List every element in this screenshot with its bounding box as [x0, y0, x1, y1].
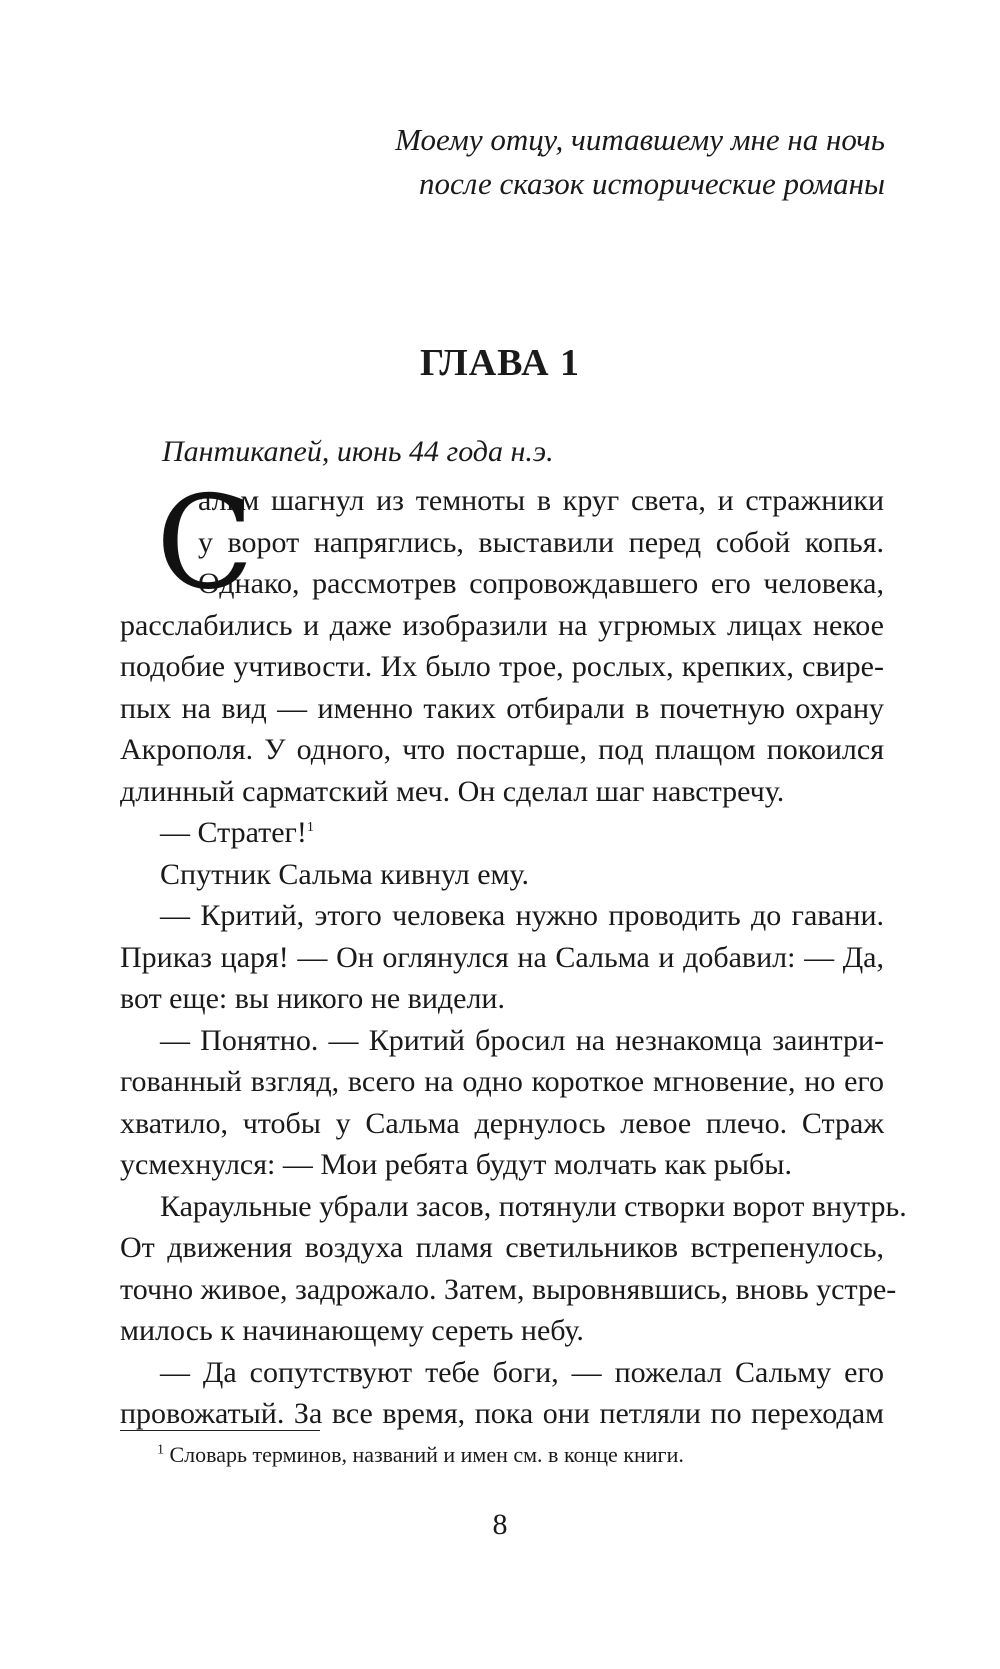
page-number: 8 — [492, 1508, 508, 1541]
drop-cap: С — [156, 469, 254, 618]
chapter-title: ГЛАВА 1 — [419, 342, 581, 384]
body-line: — Да сопутствуют тебе боги, — пожелал Сальму его — [160, 1355, 884, 1389]
place-date: Пантикапей, июнь 44 года н.э. — [162, 435, 554, 468]
footnote — [157, 1440, 684, 1470]
body-line: Приказ царя! — Он оглянулся на Сальма и добавил: — Да, — [120, 940, 884, 974]
body-line: Караульные убрали засов, потянули створки ворот внутрь. — [160, 1189, 907, 1223]
body-line: длинный сарматский меч. Он сделал шаг навстречу. — [120, 774, 785, 808]
body-line: усмехнулся: — Мои ребята будут молчать как рыбы. — [120, 1148, 792, 1181]
footnote-number: 1 — [157, 1442, 164, 1458]
body-line: — Критий, этого человека нужно проводить до гавани. — [160, 899, 884, 932]
body-line: расслабились и даже изобразили на угрюмых лицах некое — [120, 608, 884, 642]
body-line: точно живое, задрожало. Затем, выровнявшись, вновь устре- — [120, 1272, 897, 1306]
body-line: хватило, чтобы у Сальма дернулось левое плечо. Страж — [120, 1106, 884, 1140]
body-line: у ворот напряглись, выставили перед собой копья. — [198, 525, 884, 559]
footnote-divider — [120, 1430, 320, 1431]
footnote-marker: 1 — [306, 820, 314, 835]
body-line: провожатый. За все время, пока они петляли по переходам — [120, 1397, 884, 1430]
body-line: подобие учтивости. Их было трое, рослых, крепких, свире- — [120, 650, 884, 683]
body-line: От движения воздуха пламя светильников встрепенулось, — [120, 1231, 884, 1264]
body-line: альм шагнул из темноты в круг света, и стражники — [198, 484, 884, 517]
body-line: вот еще: вы никого не видели. — [120, 982, 505, 1015]
body-line: — Понятно. — Критий бросил на незнакомца заинтри- — [160, 1023, 884, 1057]
body-line: милось к начинающему сереть небу. — [120, 1314, 584, 1347]
dialogue-text: — Стратег! — [160, 816, 307, 849]
footnote-text: Словарь терминов, названий и имен см. в конце книги. — [169, 1442, 684, 1467]
body-text — [120, 469, 907, 1435]
body-line: пых на вид — именно таких отбирали в почетную охрану — [120, 691, 884, 725]
dedication-line-1: Моему отцу, читавшему мне на ночь — [395, 122, 885, 157]
body-line: гованный взгляд, всего на одно короткое мгновение, но его — [120, 1065, 884, 1098]
body-line: Акрополя. У одного, что постарше, под плащом покоился — [120, 733, 884, 766]
body-line: Спутник Сальма кивнул ему. — [160, 857, 529, 891]
dedication — [395, 118, 885, 206]
dedication-line-2: после сказок исторические романы — [418, 166, 885, 201]
body-line-with-footnote — [120, 812, 884, 854]
body-line: Однако, рассмотрев сопровождавшего его человека, — [198, 567, 884, 600]
